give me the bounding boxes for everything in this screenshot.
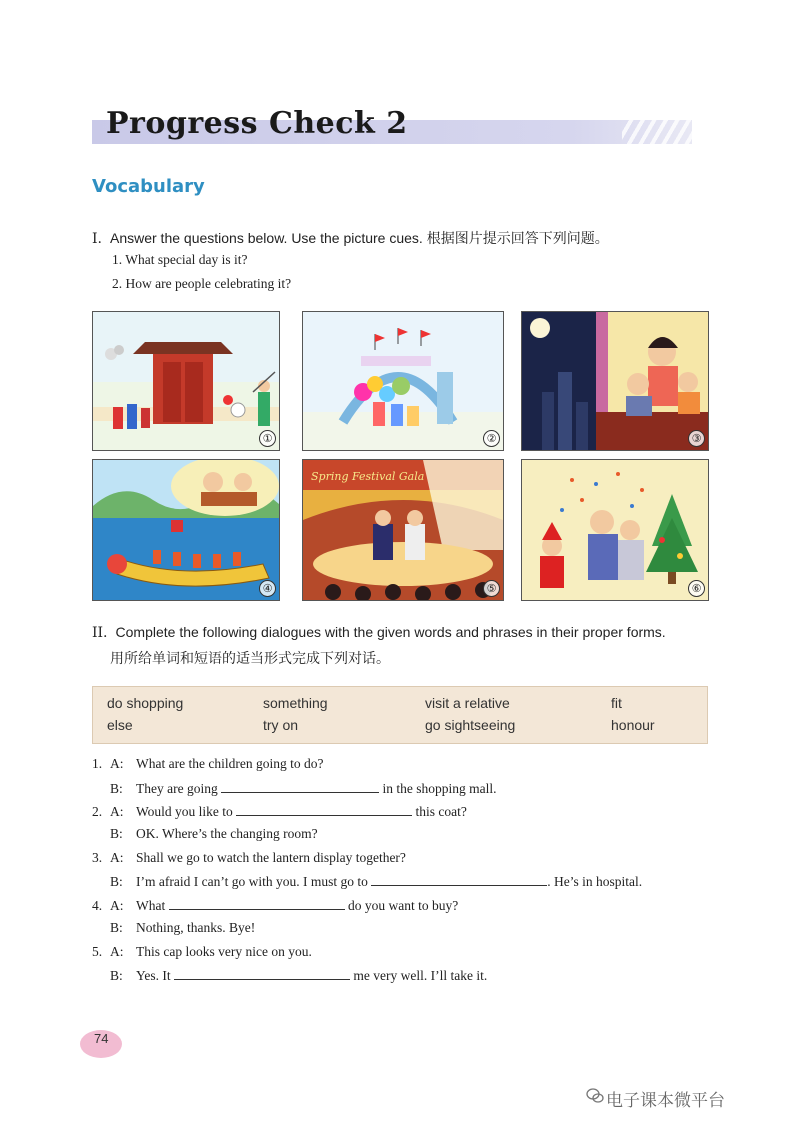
answer-blank[interactable] [371,873,547,886]
answer-blank[interactable] [236,803,412,816]
title-stripes [622,120,692,144]
word-item: else [107,717,133,733]
task-1-text: Answer the questions below. Use the picture cues. 根据图片提示回答下列问题。 [109,230,609,246]
picture-4 [92,459,280,601]
task-1-instruction [92,228,609,248]
picture-6 [521,459,709,601]
word-item: try on [263,717,299,733]
picture-5 [302,459,504,601]
picture-4-label: ④ [259,580,276,597]
section-title: Vocabulary [92,176,205,197]
question-1: 1. What special day is it? [112,252,248,267]
word-box [92,686,708,744]
dialogue-5-b: B: Yes. It me very well. I’ll take it. [110,968,488,983]
word-item: honour [611,717,655,733]
dialogue-3-a: 3. A: Shall we go to watch the lantern display together? [92,850,406,865]
picture-3 [521,311,709,451]
task-1-number: I. [92,231,102,247]
word-item: go sightseeing [425,717,516,733]
title-bar [92,106,692,144]
word-item: something [263,695,328,711]
dialogue-2-a: 2. A: Would you like to this coat? [92,804,467,819]
dialogue-1-a: 1. A: What are the children going to do? [92,756,324,771]
dialogue-3-b: B: I’m afraid I can’t go with you. I must go to . He’s in hospital. [110,874,643,889]
page-title: Progress Check 2 [106,106,408,141]
spring-festival-scene-icon [93,312,279,450]
word-item: fit [611,695,622,711]
task-2-text-line1: Complete the following dialogues with the given words and phrases in their proper forms. [115,624,666,640]
spring-festival-gala-scene-icon [303,460,503,600]
gala-sign: Spring Festival Gala [311,470,425,483]
picture-3-label: ③ [688,430,705,447]
picture-2 [302,311,504,451]
answer-blank[interactable] [169,897,345,910]
dialogue-2-b: B: OK. Where’s the changing room? [110,826,318,841]
question-2: 2. How are people celebrating it? [112,276,292,291]
watermark-text: 电子课本微平台 [606,1091,725,1111]
christmas-scene-icon [522,460,708,600]
picture-6-label: ⑥ [688,580,705,597]
dragon-boat-scene-icon [93,460,279,600]
childrens-day-scene-icon [303,312,503,450]
picture-1 [92,311,280,451]
page-number: 74 [94,1031,109,1046]
word-item: do shopping [107,695,184,711]
picture-1-label: ① [259,430,276,447]
wechat-icon [586,1088,604,1104]
dialogue-4-b: B: Nothing, thanks. Bye! [110,920,256,935]
task-2-number: II. [92,625,108,641]
task-2-text-line2: 用所给单词和短语的适当形式完成下列对话。 [110,650,390,666]
mid-autumn-dinner-scene-icon [522,312,708,450]
dialogue-4-a: 4. A: What do you want to buy? [92,898,459,913]
dialogue-5-a: 5. A: This cap looks very nice on you. [92,944,312,959]
answer-blank[interactable] [174,967,350,980]
word-item: visit a relative [425,695,510,711]
dialogue-1-b: B: They are going in the shopping mall. [110,781,497,796]
answer-blank[interactable] [221,780,379,793]
task-2-instruction [92,624,666,641]
picture-2-label: ② [483,430,500,447]
picture-5-label: ⑤ [483,580,500,597]
